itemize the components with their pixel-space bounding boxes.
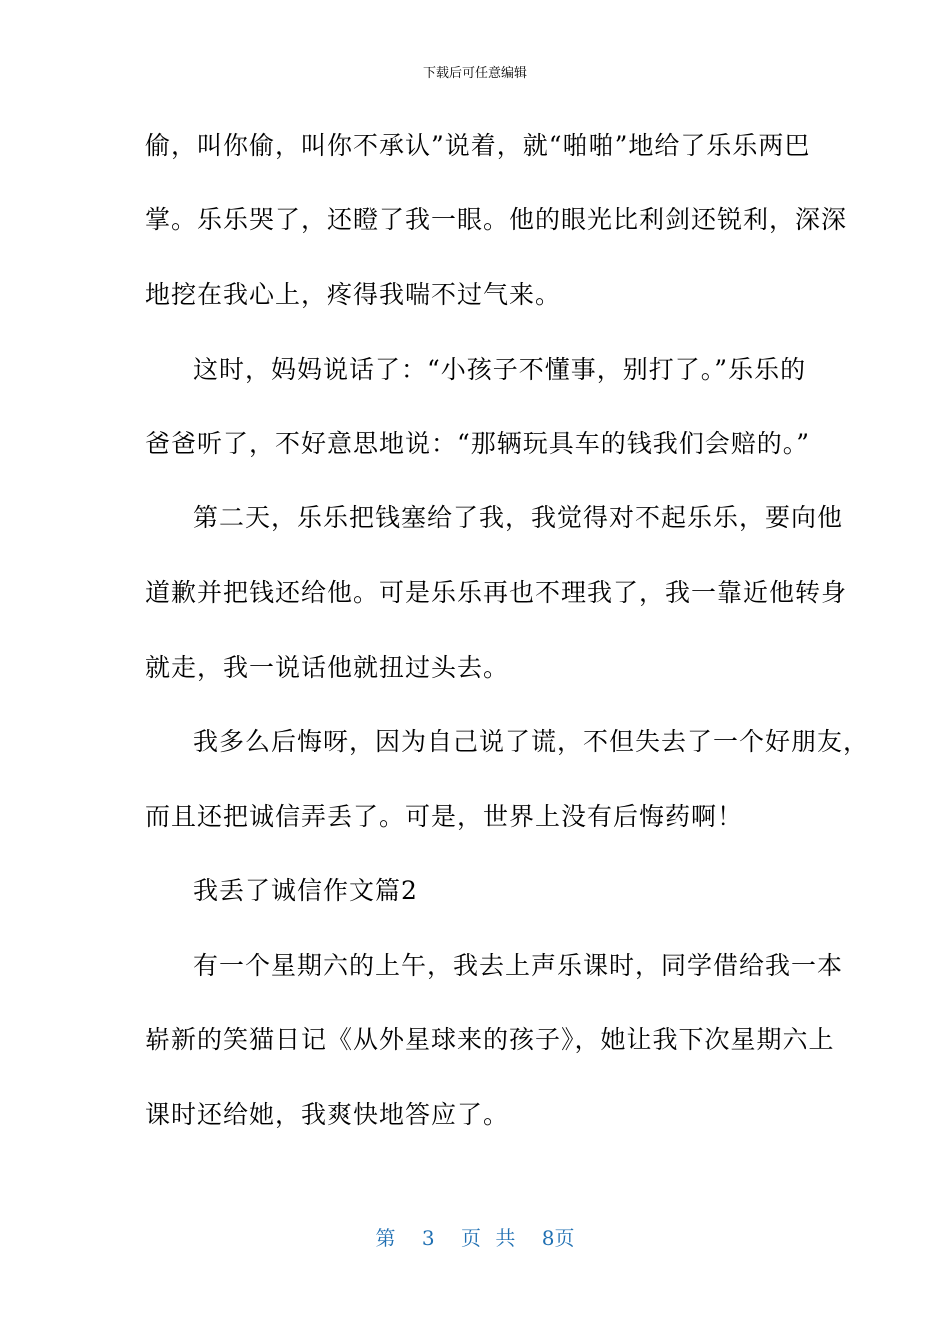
paragraph-line: 地挖在我心上，疼得我喘不过气来。 <box>145 280 562 309</box>
paragraph-line: 崭新的笑猫日记《从外星球来的孩子》，她让我下次星期六上 <box>145 1025 835 1054</box>
paragraph-line: 就走，我一说话他就扭过头去。 <box>145 653 510 682</box>
paragraph-line: 道歉并把钱还给他。可是乐乐再也不理我了，我一靠近他转身 <box>145 578 848 607</box>
section-heading: 我丢了诚信作文篇2 <box>193 876 418 905</box>
page-footer <box>0 1224 950 1252</box>
paragraph-line: 课时还给她，我爽快地答应了。 <box>145 1100 510 1129</box>
paragraph-line: 我多么后悔呀，因为自己说了谎，不但失去了一个好朋友， <box>193 727 870 756</box>
paragraph-line: 第二天，乐乐把钱塞给了我，我觉得对不起乐乐，要向他 <box>193 503 844 532</box>
paragraph-line: 掌。乐乐哭了，还瞪了我一眼。他的眼光比利剑还锐利，深深 <box>145 205 848 234</box>
paragraph-line: 这时，妈妈说话了：“小孩子不懂事，别打了。”乐乐的 <box>193 355 807 384</box>
paragraph-line: 偷，叫你偷，叫你不承认”说着，就“啪啪”地给了乐乐两巴 <box>145 131 811 160</box>
paragraph-line: 爸爸听了，不好意思地说：“那辆玩具车的钱我们会赔的。” <box>145 429 811 458</box>
paragraph-line: 有一个星期六的上午，我去上声乐课时，同学借给我一本 <box>193 951 844 980</box>
footer-middle: 页 共 <box>461 1226 516 1250</box>
footer-total-pages: 8页 <box>541 1226 575 1250</box>
footer-prefix: 第 <box>375 1226 396 1250</box>
page-header: 下载后可任意编辑 <box>422 66 527 81</box>
paragraph-line: 而且还把诚信弄丢了。可是，世界上没有后悔药啊！ <box>145 802 744 831</box>
footer-current-page: 3 <box>421 1226 435 1250</box>
